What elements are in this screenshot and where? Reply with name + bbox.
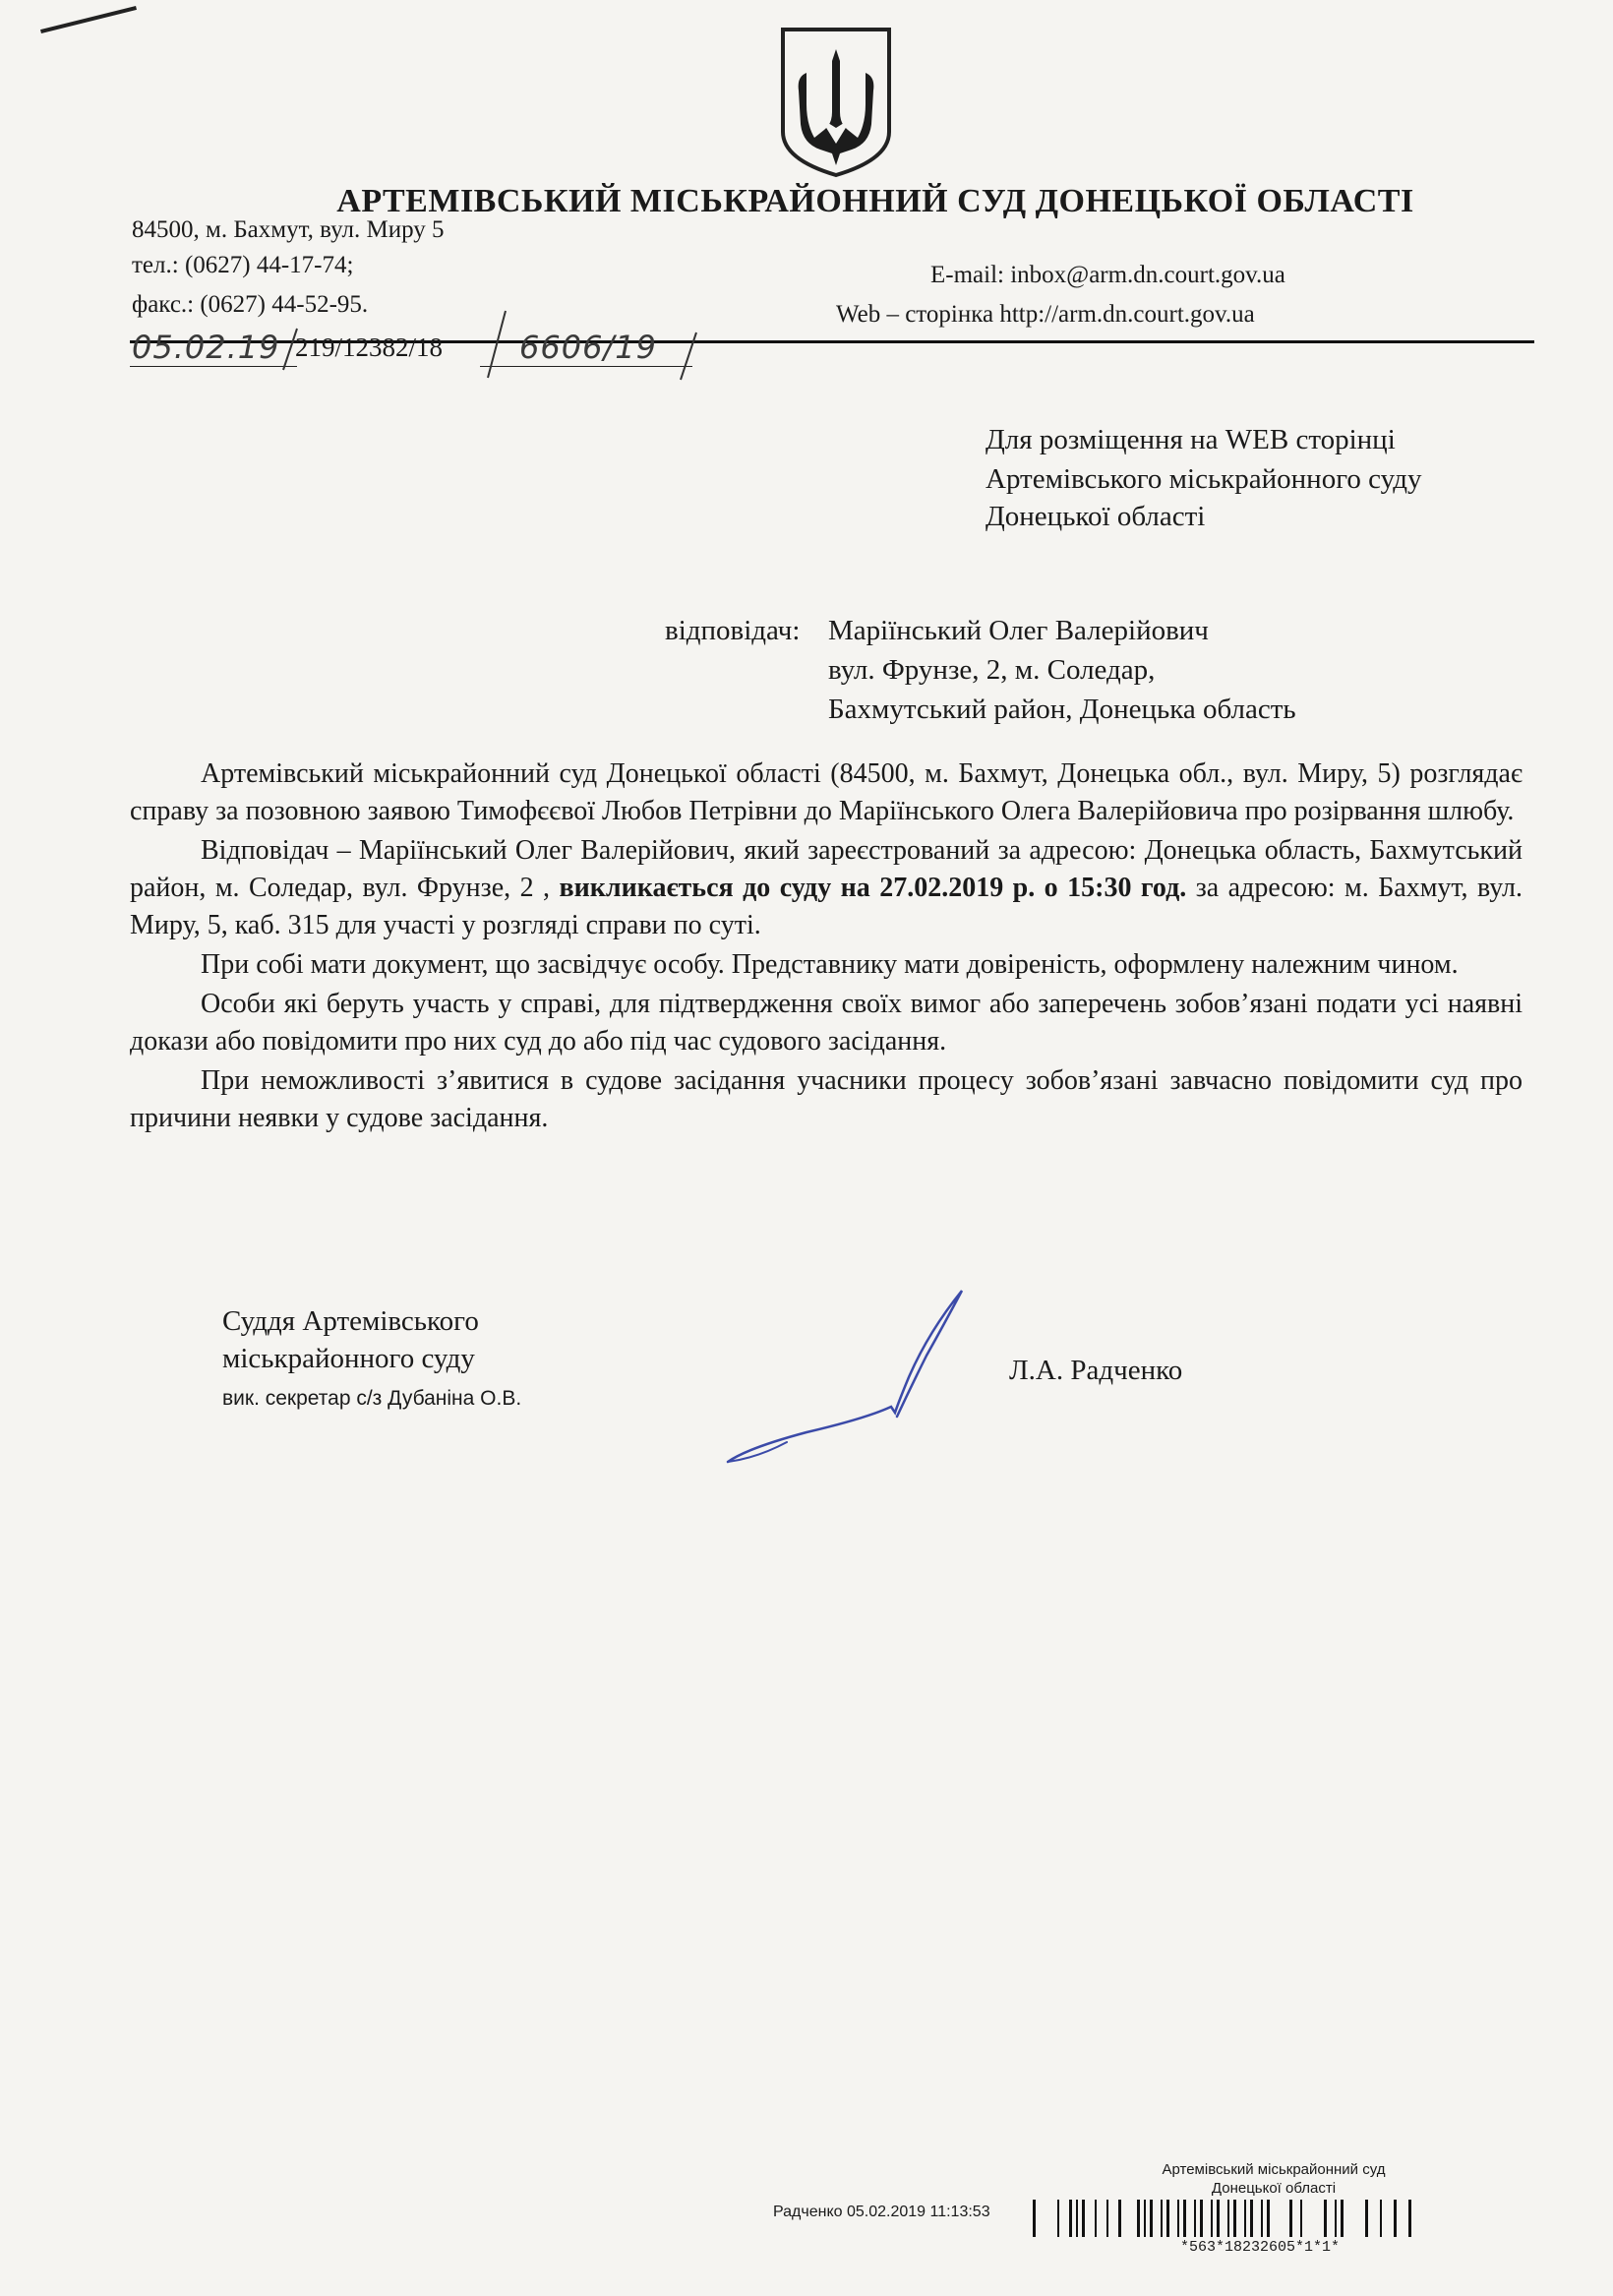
- secretary-note: вик. секретар с/з Дубаніна О.В.: [222, 1387, 522, 1410]
- respondent-address1: вул. Фрунзе, 2, м. Соледар,: [828, 654, 1156, 686]
- registration-underline: [130, 366, 297, 367]
- paragraph-case: Артемівський міськрайонний суд Донецької області (84500, м. Бахмут, Донецька обл., вул. Миру, 5) розглядає справу за позовною заявою Тимофєєвої Любов Петрівни до Маріїнського Олега Валерійовича про розірвання шлюбу.: [130, 758, 1523, 826]
- judge-name: Л.А. Радченко: [1009, 1355, 1183, 1386]
- footer-court: [1111, 2160, 1436, 2198]
- coat-of-arms-icon: [777, 22, 895, 179]
- letter-body: [130, 755, 1523, 1137]
- court-website: Web – сторінка http://arm.dn.court.gov.ua: [836, 301, 1255, 328]
- scan-mark: [40, 6, 137, 33]
- summons-text: Відповідач – Маріїнський Олег Валерійович, який зареєстрований за адресою: Донецька область, Бахмутський район, м. Соледар, вул. Фрунзе, 2 ,: [130, 835, 1523, 903]
- registration-strokes: [472, 305, 708, 384]
- e-signature-stamp: Радченко 05.02.2019 11:13:53: [773, 2204, 990, 2220]
- footer-court-line1: Артемівський міськрайонний суд: [1162, 2161, 1386, 2178]
- footer-court-line2: Донецької області: [1211, 2180, 1337, 2197]
- court-address: 84500, м. Бахмут, вул. Миру 5: [132, 216, 445, 243]
- outgoing-number: 6606/19: [519, 329, 657, 366]
- respondent-label: відповідач:: [665, 615, 801, 646]
- court-email: E-mail: inbox@arm.dn.court.gov.ua: [930, 262, 1285, 288]
- court-phone: тел.: (0627) 44-17-74;: [132, 252, 354, 278]
- barcode-text: *563*18232605*1*1*: [1180, 2239, 1341, 2256]
- registration-stroke: [275, 325, 305, 374]
- registration-date: 05.02.19: [132, 329, 280, 366]
- case-number: 219/12382/18: [295, 332, 444, 362]
- destination-line3: Донецької області: [986, 501, 1206, 532]
- destination-line1: Для розміщення на WEB сторінці: [986, 424, 1396, 455]
- judge-title-line2: міськрайонного суду: [222, 1343, 475, 1374]
- paragraph-absence: При неможливості з’явитися в судове засідання учасники процесу зобов’язані завчасно повідомити суд про причини неявки у судове засідання.: [130, 1065, 1523, 1133]
- barcode: [1033, 2200, 1411, 2237]
- judge-title-line1: Суддя Артемівського: [222, 1305, 479, 1337]
- destination-line2: Артемівського міськрайонного суду: [986, 463, 1422, 495]
- court-fax: факс.: (0627) 44-52-95.: [132, 291, 369, 318]
- signature-scribble: [718, 1285, 974, 1472]
- respondent-name: Маріїнський Олег Валерійович: [828, 615, 1209, 646]
- paragraph-evidence: Особи які беруть участь у справі, для підтвердження своїх вимог або заперечень зобов’язані подати усі наявні докази або повідомити про них суд до або під час судового засідання.: [130, 989, 1523, 1057]
- court-title: АРТЕМІВСЬКИЙ МІСЬКРАЙОННИЙ СУД ДОНЕЦЬКОЇ ОБЛАСТІ: [336, 183, 1414, 219]
- respondent-address2: Бахмутський район, Донецька область: [828, 694, 1296, 725]
- paragraph-documents: При собі мати документ, що засвідчує особу. Представнику мати довіреність, оформлену належним чином.: [201, 949, 1459, 980]
- paragraph-summons: [130, 832, 1523, 944]
- summons-place: за адресою: м. Бахмут, вул. Миру, 5, каб. 315 для участі у розгляді справи по суті.: [130, 873, 1523, 940]
- summons-datetime: викликається до суду на 27.02.2019 р. о 15:30 год.: [559, 873, 1187, 903]
